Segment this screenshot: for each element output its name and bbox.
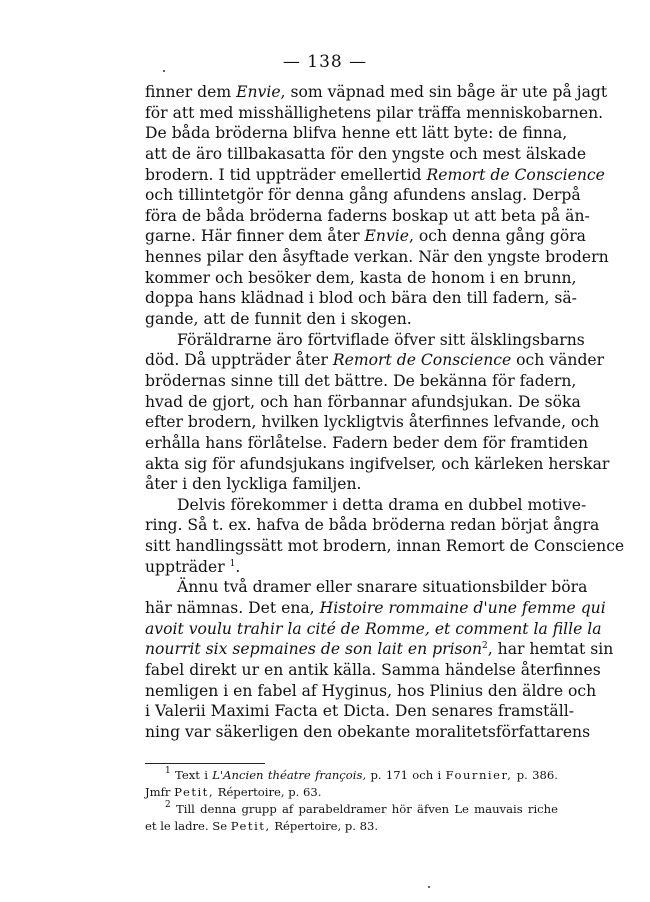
italic-term: avoit voulu trahir la cité de Romme, et comment la fille la [145,619,602,638]
text-line: åter i den lyckliga familjen. [145,475,362,494]
text-line [145,82,608,103]
italic-term: L'Ancien théatre françois, [212,768,367,782]
text-line: hvad de gjort, och han förbannar afundsjukan. De söka [145,392,581,411]
text-fragment: Till denna grupp af parabeldramer hör äfven Le mauvais riche [176,802,558,816]
text-line: Delvis förekommer i detta drama en dubbel motive- [177,495,587,514]
italic-term: Remort de Conscience [426,165,605,184]
text-fragment: Répertoire, p. 63. [217,785,322,799]
text-line: De båda bröderna blifva henne ett lätt byte: de finna, [145,124,568,143]
text-line: brödernas sinne till det bättre. De bekänna för fadern, [145,371,577,390]
text-line: i Valerii Maximi Facta et Dicta. Den senares framställ- [145,702,574,721]
text-line [145,350,605,371]
italic-term: Remort de Conscience [332,351,512,370]
text-line [145,598,606,619]
footnote-1 [145,767,558,784]
footnote-2 [145,801,558,818]
text-fragment: , och denna gång göra [408,227,586,246]
spaced-name: Fournier, [445,768,513,782]
text-fragment: Répertoire, p. 83. [274,819,379,833]
text-fragment: , som väpnad med sin båge är ute på jagt [280,83,608,101]
text-fragment: Jmfr [145,785,171,799]
spaced-name: Petit, [230,819,271,833]
text-line: kommer och besöker dem, kasta de honom i en brunn, [145,268,577,287]
text-fragment: uppträder [145,557,225,576]
text-line [145,165,605,186]
page-number: — 138 — [282,52,368,72]
text-line: föra de båda bröderna faderns boskap ut att beta på än- [145,206,590,225]
text-line: erhålla hans förlåtelse. Fadern beder dem för framtiden [145,433,589,452]
text-fragment: , har hemtat sin [487,640,614,659]
italic-term: Histoire rommaine d'une femme qui [319,599,606,618]
text-line: uppträder $^1$. [145,557,241,576]
text-fragment: p. 171 och i [370,768,442,782]
text-fragment: här nämnas. Det ena, [145,599,315,618]
text-line: att de äro tillbakasatta för den yngste och mest älskade [145,144,587,163]
text-line: efter brodern, hvilken lyckligtvis återfinnes lefvande, och [145,413,600,432]
footnote-ref[interactable]: 1 [229,558,236,569]
text-line [145,226,586,247]
text-line: Föräldrarne äro förtviflade öfver sitt älsklingsbarns [177,330,585,349]
print-speck [163,70,165,72]
text-fragment: p. 386. [516,768,558,782]
print-speck [428,886,430,888]
text-line: hennes pilar den åsyftade verkan. När den yngste brodern [145,248,609,267]
footnote-mark: 2 [165,800,171,810]
text-line: sitt handlingssätt mot brodern, innan Remort de Conscience [145,537,625,556]
text-fragment: brodern. I tid uppträder emellertid [145,165,422,184]
footnote-2-cont [145,818,558,835]
text-line: nemligen i en fabel af Hyginus, hos Plinius den äldre och [145,681,597,700]
italic-term: nourrit six sepmaines de son lait en prison [145,640,482,659]
text-fragment: garne. Här finner dem åter [145,227,360,246]
footnote-ref[interactable]: 2 [482,641,488,652]
text-fragment: död. Då uppträder åter [145,351,328,370]
body-text [145,82,625,743]
text-line: ring. Så t. ex. hafva de båda bröderna redan börjat ångra [145,516,600,535]
text-line: och tillintetgör för denna gång afundens anslag. Derpå [145,186,581,205]
text-fragment: finner dem [145,83,232,101]
footnote-mark: 1 [165,766,171,776]
footnotes [145,767,558,835]
footnote-divider [145,763,265,764]
text-line: Ännu två dramer eller snarare situationsbilder böra [177,578,588,597]
text-line: gande, att de funnit den i skogen. [145,310,412,329]
text-line [145,619,602,640]
text-fragment: och vänder [516,351,605,370]
text-line: akta sig för afundsjukans ingifvelser, och kärleken herskar [145,454,610,473]
italic-term: Envie [364,227,409,246]
text-line: doppa hans klädnad i blod och bära den till fadern, sä- [145,289,577,308]
text-line: för att med misshällighetens pilar träffa menniskobarnen. [145,103,604,122]
text-fragment: Text i [175,768,208,782]
footnote-1-cont [145,784,558,801]
text-line: fabel direkt ur en antik källa. Samma händelse återfinnes [145,660,601,679]
text-line [145,639,614,660]
italic-term: Envie [236,83,281,101]
text-line: ning var säkerligen den obekante moralitetsförfattarens [145,722,591,741]
text-fragment: et le ladre. Se [145,819,228,833]
spaced-name: Petit, [174,785,215,799]
